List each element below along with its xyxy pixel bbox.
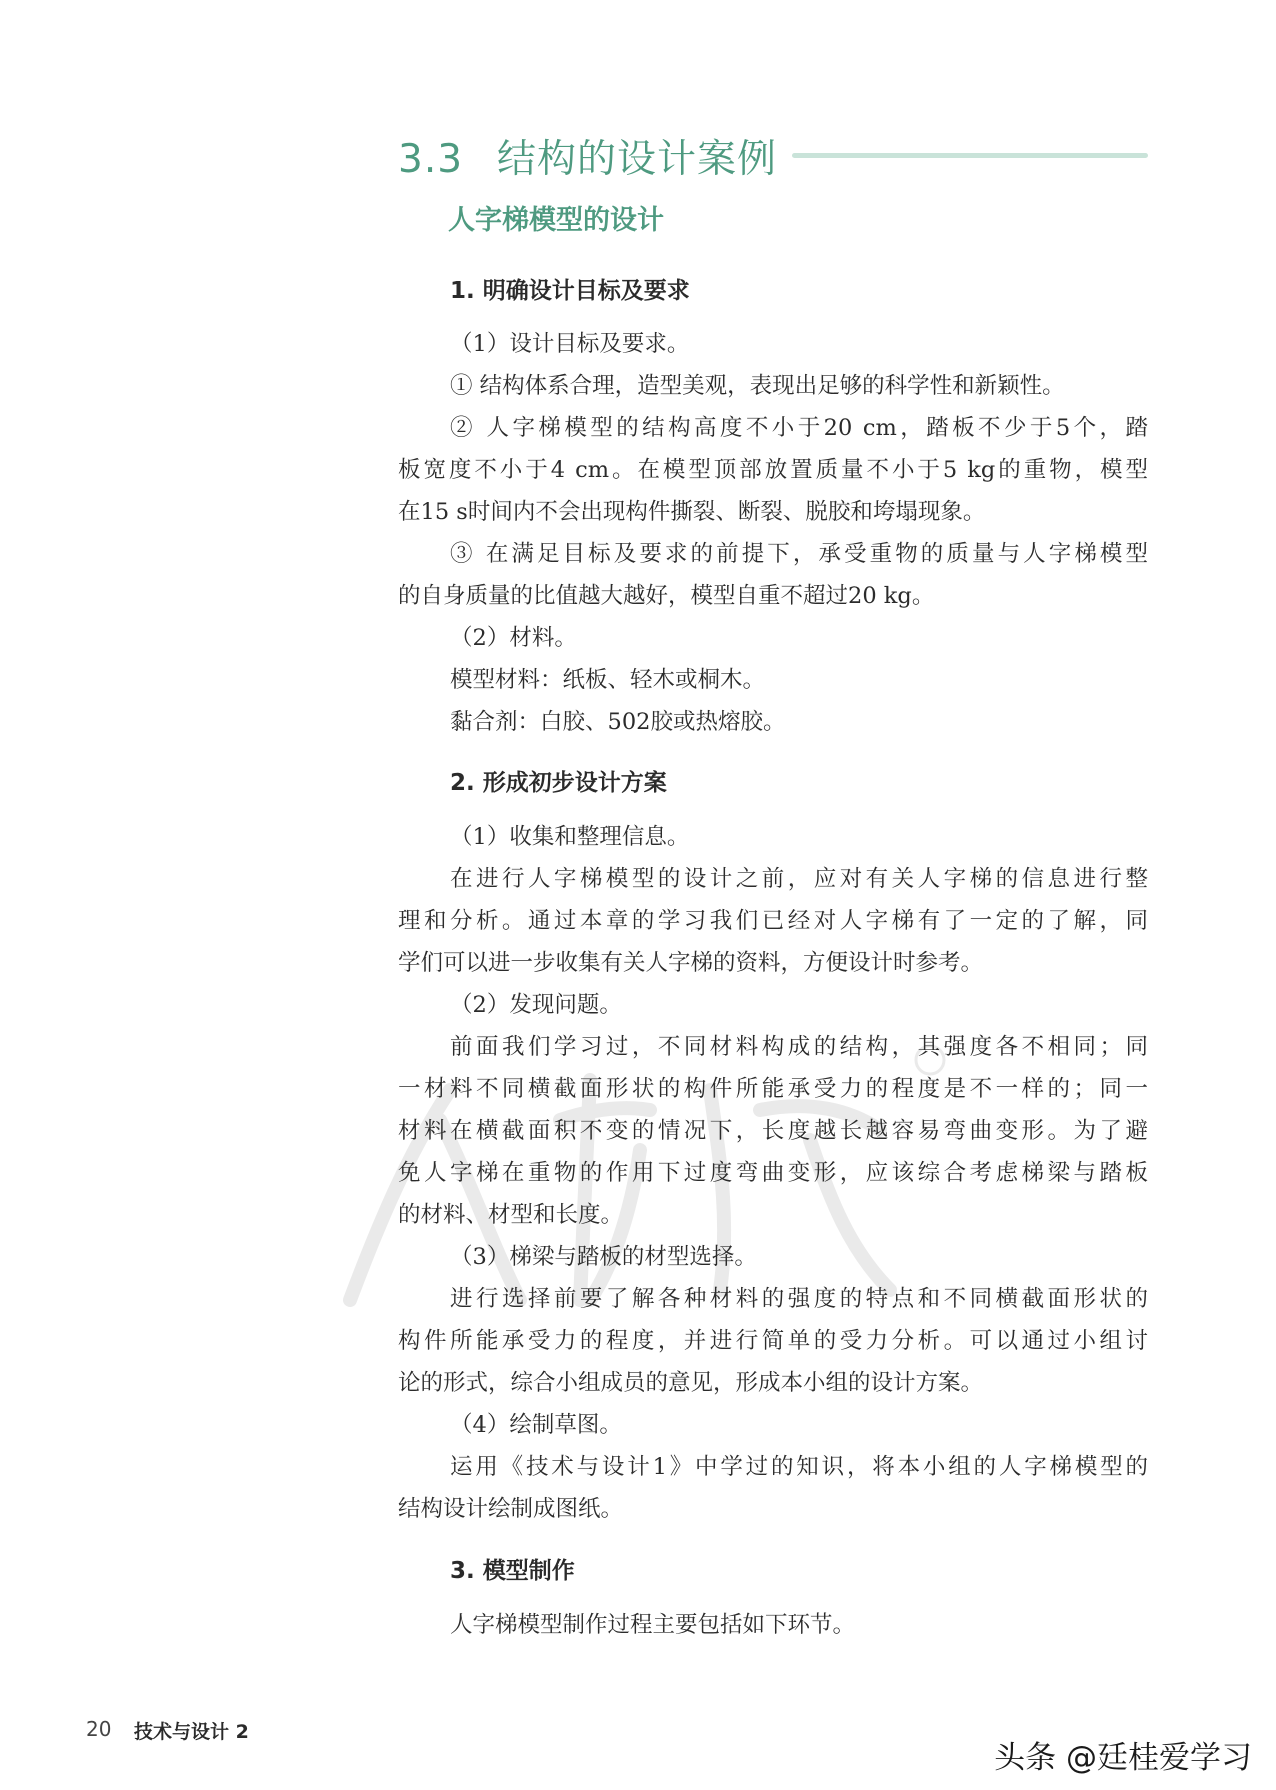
text-line: （2）发现问题。 bbox=[450, 992, 622, 1018]
text-line: 一材料不同横截面形状的构件所能承受力的程度是不一样的；同一 bbox=[398, 1076, 1148, 1102]
section-number: 3.3 bbox=[398, 137, 464, 182]
page-number: 20 bbox=[86, 1717, 112, 1741]
text-line: 人字梯模型制作过程主要包括如下环节。 bbox=[450, 1612, 856, 1638]
text-line: 免人字梯在重物的作用下过度弯曲变形，应该综合考虑梯梁与踏板 bbox=[398, 1160, 1148, 1186]
text-line: 在15 s时间内不会出现构件撕裂、断裂、脱胶和垮塌现象。 bbox=[398, 499, 986, 525]
heading-1: 1. 明确设计目标及要求 bbox=[450, 278, 690, 304]
text-line: 的材料、材型和长度。 bbox=[398, 1202, 624, 1228]
text-line: 模型材料：纸板、轻木或桐木。 bbox=[450, 667, 766, 693]
text-line: 在进行人字梯模型的设计之前，应对有关人字梯的信息进行整 bbox=[450, 866, 1148, 892]
text-line: （4）绘制草图。 bbox=[450, 1412, 622, 1438]
section-name: 结构的设计案例 bbox=[497, 137, 778, 182]
text-line: 构件所能承受力的程度，并进行简单的受力分析。可以通过小组讨 bbox=[398, 1328, 1148, 1354]
text-line: 理和分析。通过本章的学习我们已经对人字梯有了一定的了解，同 bbox=[398, 908, 1148, 934]
title-rule bbox=[792, 153, 1148, 158]
text-line: （3）梯梁与踏板的材型选择。 bbox=[450, 1244, 757, 1270]
text-line: ③ 在满足目标及要求的前提下，承受重物的质量与人字梯模型 bbox=[450, 541, 1148, 567]
text-line: 材料在横截面积不变的情况下，长度越长越容易弯曲变形。为了避 bbox=[398, 1118, 1148, 1144]
text-line: 学们可以进一步收集有关人字梯的资料，方便设计时参考。 bbox=[398, 950, 984, 976]
book-title: 技术与设计 2 bbox=[134, 1721, 249, 1743]
heading-2: 2. 形成初步设计方案 bbox=[450, 770, 667, 796]
case-subtitle: 人字梯模型的设计 bbox=[448, 205, 664, 236]
text-line: 进行选择前要了解各种材料的强度的特点和不同横截面形状的 bbox=[450, 1286, 1148, 1312]
text-line: 的自身质量的比值越大越好，模型自重不超过20 kg。 bbox=[398, 583, 935, 609]
text-line: 板宽度不小于4 cm。在模型顶部放置质量不小于5 kg的重物，模型 bbox=[398, 457, 1148, 483]
text-line: 前面我们学习过，不同材料构成的结构，其强度各不相同；同 bbox=[450, 1034, 1148, 1060]
text-line: 运用《技术与设计1》中学过的知识，将本小组的人字梯模型的 bbox=[450, 1454, 1148, 1480]
text-line: （1）收集和整理信息。 bbox=[450, 824, 690, 850]
text-line: （1）设计目标及要求。 bbox=[450, 331, 690, 357]
source-watermark-tag: 头条 @廷桂爱学习 bbox=[994, 1740, 1252, 1776]
text-line: ② 人字梯模型的结构高度不小于20 cm，踏板不少于5个，踏 bbox=[450, 415, 1148, 441]
text-line: 结构设计绘制成图纸。 bbox=[398, 1496, 624, 1522]
section-title bbox=[398, 128, 777, 184]
text-line: 黏合剂：白胶、502胶或热熔胶。 bbox=[450, 709, 786, 735]
text-line: （2）材料。 bbox=[450, 625, 577, 651]
heading-3: 3. 模型制作 bbox=[450, 1558, 575, 1584]
text-line: 论的形式，综合小组成员的意见，形成本小组的设计方案。 bbox=[398, 1370, 984, 1396]
text-line: ① 结构体系合理，造型美观，表现出足够的科学性和新颖性。 bbox=[450, 373, 1065, 399]
